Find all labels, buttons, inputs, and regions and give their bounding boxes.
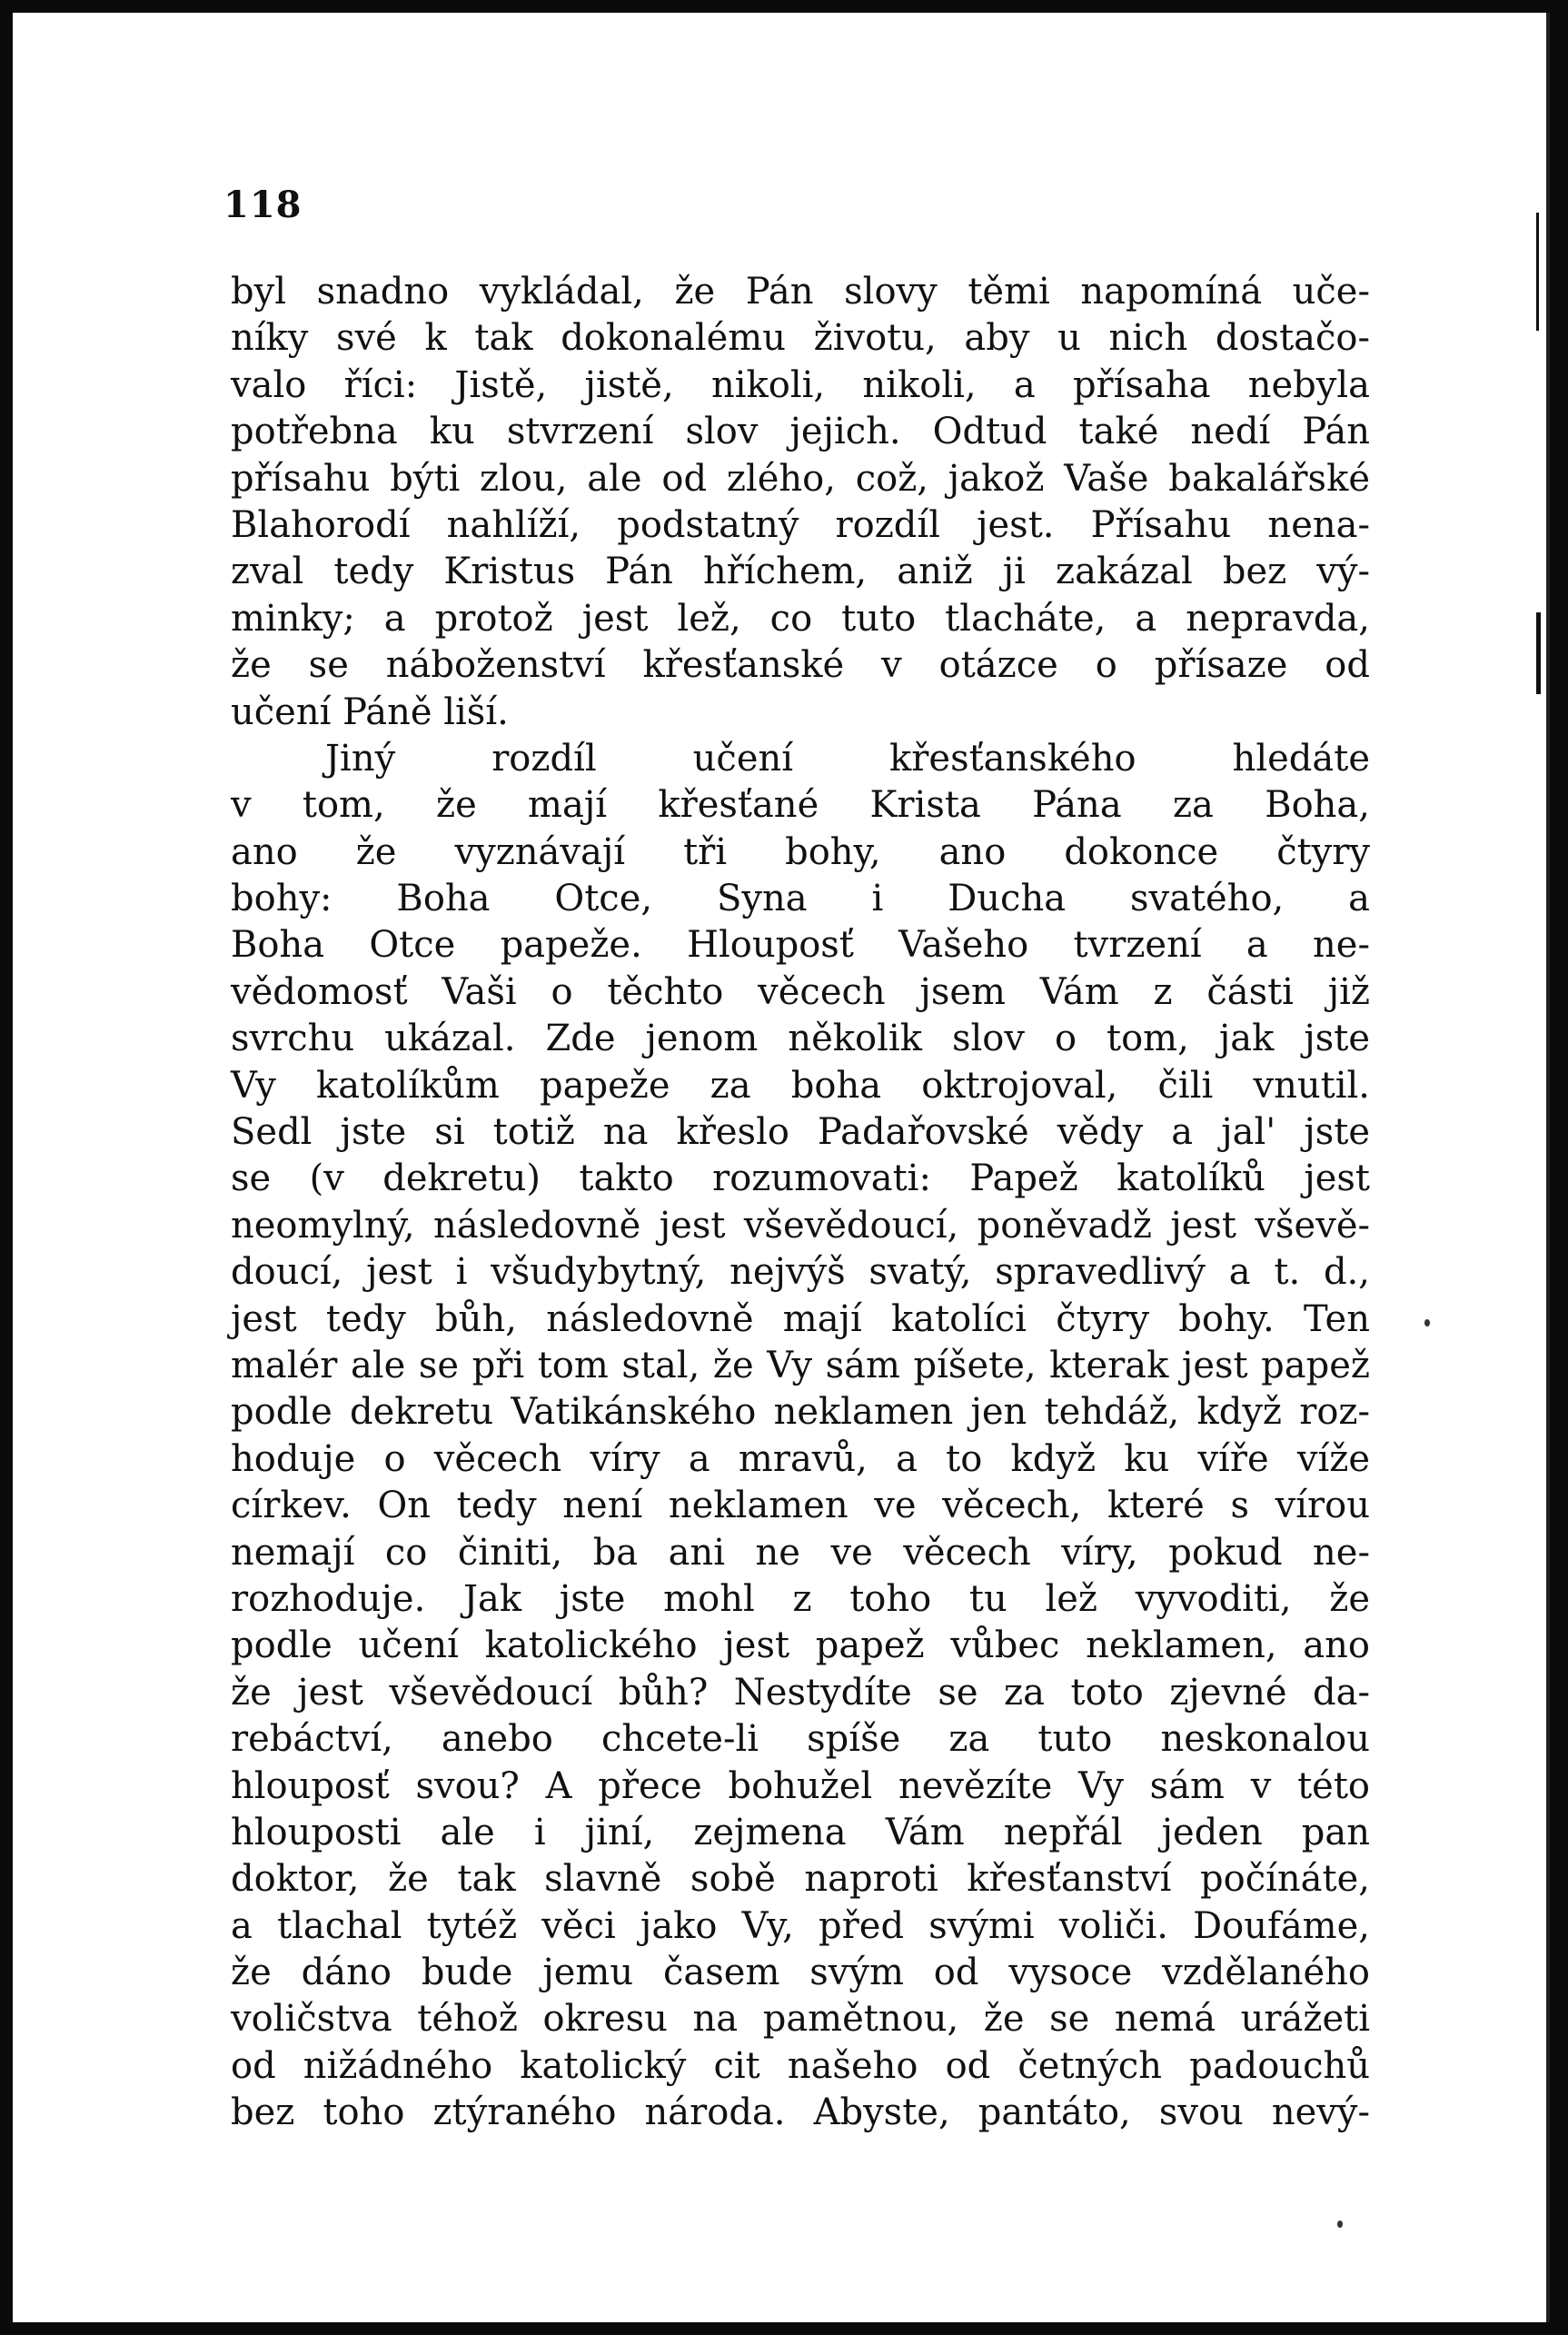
text-line: svrchu ukázal. Zde jenom několik slov o tom, jak jste bbox=[231, 1018, 1370, 1060]
text-line: rebáctví, anebo chcete-li spíše za tuto neskonalou bbox=[231, 1718, 1370, 1761]
text-line: církev. On tedy není neklamen ve věcech, které s vírou bbox=[231, 1485, 1370, 1527]
body-text bbox=[231, 269, 1370, 2137]
text-line: vědomosť Vaši o těchto věcech jsem Vám z části již bbox=[231, 970, 1370, 1013]
text-line: rozhoduje. Jak jste mohl z toho tu lež vyvoditi, že bbox=[231, 1577, 1370, 1620]
text-line: doucí, jest i všudybytný, nejvýš svatý, spravedlivý a t. d., bbox=[231, 1251, 1370, 1294]
text-line: bez toho ztýraného národa. Abyste, pantáto, svou nevý- bbox=[231, 2092, 1370, 2134]
text-line: Vy katolíkům papeže za boha oktrojoval, čili vnutil. bbox=[231, 1064, 1370, 1107]
text-line: v tom, že mají křesťané Krista Pána za Boha, bbox=[231, 784, 1370, 827]
text-line: Boha Otce papeže. Hlouposť Vašeho tvrzení a ne- bbox=[231, 924, 1370, 967]
text-line: od nižádného katolický cit našeho od četných padouchů bbox=[231, 2044, 1370, 2087]
text-line: nemají co činiti, ba ani ne ve věcech víry, pokud ne- bbox=[231, 1531, 1370, 1574]
text-line: hoduje o věcech víry a mravů, a to když ku víře víže bbox=[231, 1437, 1370, 1480]
ink-speck bbox=[1337, 2221, 1343, 2228]
binding-edge-mark bbox=[1536, 213, 1539, 331]
text-line: Sedl jste si totiž na křeslo Padařovské vědy a jal' jste bbox=[231, 1111, 1370, 1154]
text-line: doktor, že tak slavně sobě naproti křesťanství počínáte, bbox=[231, 1858, 1370, 1901]
text-line: jest tedy bůh, následovně mají katolíci čtyry bohy. Ten bbox=[231, 1297, 1370, 1340]
text-line: níky své k tak dokonalému životu, aby u nich dostačo- bbox=[231, 317, 1370, 360]
text-line: valo říci: Jistě, jistě, nikoli, nikoli, a přísaha nebyla bbox=[231, 363, 1370, 406]
text-line: podle učení katolického jest papež vůbec neklamen, ano bbox=[231, 1625, 1370, 1667]
text-line: se (v dekretu) takto rozumovati: Papež katolíků jest bbox=[231, 1158, 1370, 1200]
binding-edge-mark bbox=[1536, 612, 1541, 694]
text-line: přísahu býti zlou, ale od zlého, což, jakož Vaše bakalářské bbox=[231, 457, 1370, 500]
text-line: byl snadno vykládal, že Pán slovy těmi napomíná uče- bbox=[231, 271, 1370, 313]
text-line: potřebna ku stvrzení slov jejich. Odtud také nedí Pán bbox=[231, 411, 1370, 453]
text-line: že se náboženství křesťanské v otázce o přísaze od bbox=[231, 644, 1370, 687]
ink-speck bbox=[1424, 1319, 1430, 1326]
text-line: hlouposť svou? A přece bohužel nevězíte Vy sám v této bbox=[231, 1764, 1370, 1807]
paragraph-end-line: učení Páně liší. bbox=[231, 691, 509, 733]
text-line: podle dekretu Vatikánského neklamen jen tehdáž, když roz- bbox=[231, 1391, 1370, 1434]
text-line: voličstva téhož okresu na pamětnou, že se nemá urážeti bbox=[231, 1998, 1370, 2041]
text-line: hlouposti ale i jiní, zejmena Vám nepřál jeden pan bbox=[231, 1811, 1370, 1853]
text-line: že dáno bude jemu časem svým od vysoce vzdělaného bbox=[231, 1952, 1370, 1994]
text-line: zval tedy Kristus Pán hříchem, aniž ji zakázal bez vý- bbox=[231, 551, 1370, 593]
paragraph-start-line: Jiný rozdíl učení křesťanského hledáte bbox=[325, 737, 1370, 780]
text-line: Blahorodí nahlíží, podstatný rozdíl jest. Přísahu nena- bbox=[231, 503, 1370, 546]
text-line: ano že vyznávají tři bohy, ano dokonce čtyry bbox=[231, 830, 1370, 873]
scanned-page bbox=[13, 13, 1550, 2322]
text-line: neomylný, následovně jest vševědoucí, poněvadž jest vševě- bbox=[231, 1204, 1370, 1247]
text-line: malér ale se při tom stal, že Vy sám píšete, kterak jest papež bbox=[231, 1344, 1370, 1386]
text-line: že jest vševědoucí bůh? Nestydíte se za toto zjevné da- bbox=[231, 1671, 1370, 1714]
text-line: bohy: Boha Otce, Syna i Ducha svatého, a bbox=[231, 878, 1370, 920]
text-line: a tlachal tytéž věci jako Vy, před svými voliči. Doufáme, bbox=[231, 1904, 1370, 1947]
text-line: minky; a protož jest lež, co tuto tlacháte, a nepravda, bbox=[231, 597, 1370, 640]
page-number: 118 bbox=[223, 184, 303, 226]
